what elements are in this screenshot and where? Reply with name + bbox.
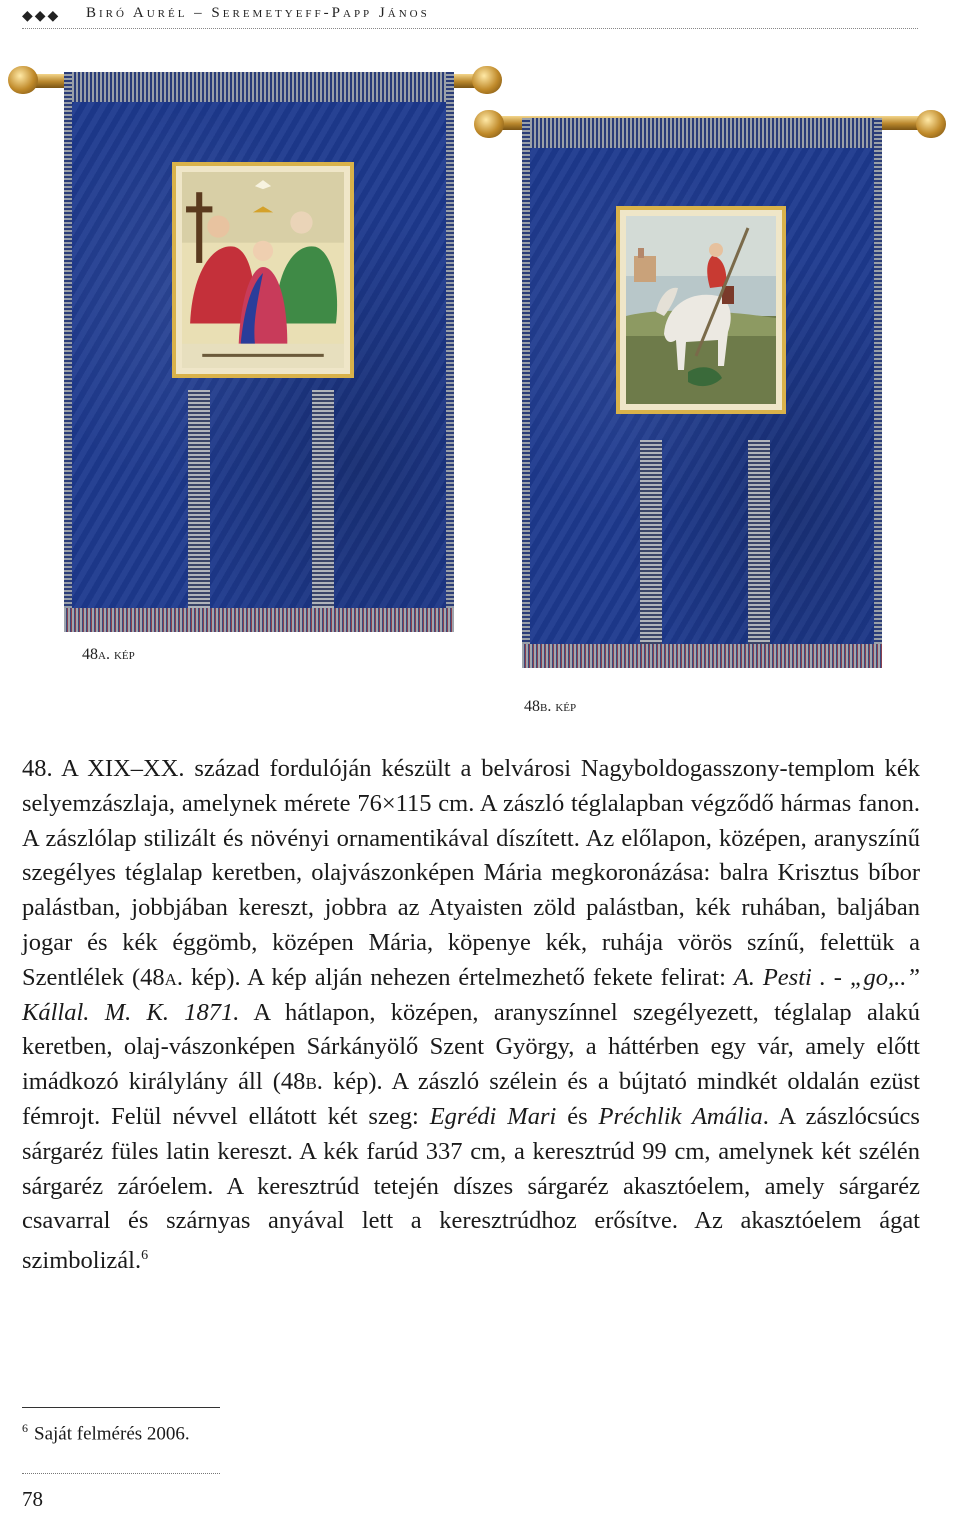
- text-run: A hátlapon, középen, aranyszínnel szegélyezett, téglalap alakú keretben, olaj-vászonképen Sárkányölő Szent György, a háttérben egy vár, amely előtt imádkozó királylány áll (48: [22, 998, 920, 1096]
- tail-slit: [748, 440, 770, 650]
- bottom-fringe: [522, 644, 882, 668]
- rod-finial-right: [472, 66, 502, 94]
- bottom-fringe: [64, 608, 454, 632]
- tail-slit: [188, 390, 210, 612]
- header-ornament: ◆◆◆: [22, 9, 61, 24]
- caption-48b: 48b. kép: [524, 698, 577, 715]
- coronation-scene: [182, 172, 344, 368]
- running-header: [22, 2, 918, 29]
- castle-icon: [634, 256, 656, 282]
- rod-finial-right: [916, 110, 946, 138]
- body-paragraph: [22, 752, 920, 1279]
- text-run-smallcap: a: [164, 963, 177, 991]
- page-number: 78: [22, 1487, 43, 1511]
- right-fringe: [446, 72, 454, 632]
- rod-finial-left: [474, 110, 504, 138]
- inscription-text: A. Pesti . - „go,..” Kállal. M. K. 1871.: [22, 963, 920, 1026]
- right-fringe: [874, 118, 882, 668]
- text-run: . kép). A zászló szélein és a bújtató mindkét oldalán ezüst fémrojt. Felül névvel ellátott két szeg:: [22, 1068, 920, 1130]
- text-run: és: [556, 1102, 599, 1130]
- cross-icon: [196, 192, 202, 263]
- tail-slit: [312, 390, 334, 612]
- top-fringe: [64, 72, 454, 102]
- painting-image: [182, 172, 344, 368]
- running-title: Biró Aurél – Seremetyeff-Papp János: [86, 5, 430, 21]
- banner-cloth: [522, 118, 882, 668]
- left-fringe: [64, 72, 72, 632]
- text-run: 48. A XIX–XX. század fordulóján készült a belvárosi Nagyboldogasszony-templom kék selyemzászlaja, amelynek mérete 76×115 cm. A zászló téglalapban végződő hármas fanon. A zászlólap stilizált és növényi ornamentikával díszített. Az előlapon, középen, aranyszínű szegélyes téglalap keretben, olajvászonképen Mária megkoronázása: balra Krisztus bíbor palástban, jobbjában kereszt, jobbra az Atyaisten zöld palástban, kék ruhában, baljában jogar és kék éggömb, középen Mária, köpenye kék, ruhája vörös színű, felettük a Szentlélek (48: [22, 755, 920, 991]
- painting-image: [626, 216, 776, 404]
- footnote-ref: 6: [141, 1248, 149, 1264]
- footnote-marker: 6: [22, 1421, 28, 1435]
- footnote: [22, 1421, 190, 1445]
- saint-george-scene: [626, 216, 776, 404]
- painted-inscription: [202, 354, 324, 357]
- caption-48a: 48a. kép: [82, 646, 135, 663]
- name-prechlik-amalia: Préchlik Amália: [598, 1102, 763, 1130]
- text-run: . A zászlócsúcs sárgaréz füles latin kereszt. A kék farúd 337 cm, a keresztrúd 99 cm, amelynek két szélén sárgaréz záróelem. A keresztrúd tetején díszes sárgaréz akasztóelem, amely sárgaréz csavarral és szárnyas anyával lett a keresztrúdhoz erősítve. Az akasztóelem ágat szimbolizál.: [22, 1102, 920, 1275]
- paragraph-48: [22, 752, 920, 1279]
- name-egredi-mari: Egrédi Mari: [429, 1102, 557, 1130]
- rod-finial-left: [8, 66, 38, 94]
- text-run-smallcap: b: [305, 1068, 317, 1096]
- footnote-rule: [22, 1407, 220, 1408]
- page-number-rule: [22, 1473, 220, 1474]
- top-fringe: [522, 118, 882, 148]
- saint-george-painting: [616, 206, 786, 414]
- footnote-text: Saját felmérés 2006.: [34, 1423, 190, 1445]
- banner-cloth: [64, 72, 454, 632]
- banner-48a-photo: [0, 58, 510, 663]
- banner-48b-photo: [460, 100, 960, 715]
- coronation-painting: [172, 162, 354, 378]
- text-run: . kép). A kép alján nehezen értelmezhető fekete felirat:: [176, 963, 734, 991]
- tail-slit: [640, 440, 662, 650]
- left-fringe: [522, 118, 530, 668]
